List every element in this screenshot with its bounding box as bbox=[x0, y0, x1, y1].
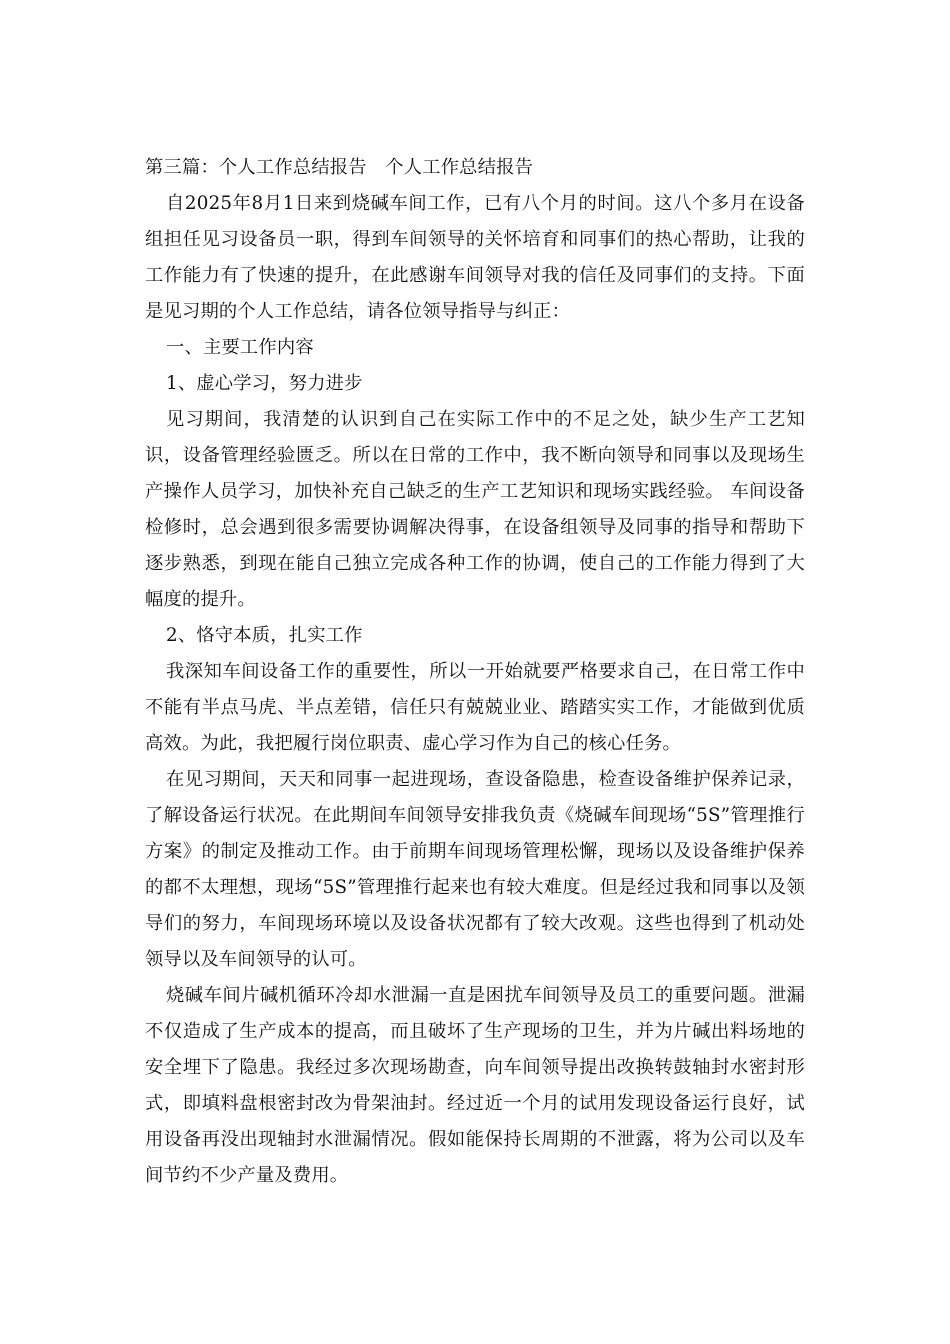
document-body bbox=[145, 150, 805, 1194]
item-heading-diligence: 2、恪守本质，扎实工作 bbox=[166, 625, 363, 646]
item-paragraph-diligence-2: 在见习期间，天天和同事一起进现场，查设备隐患，检查设备维护保养记录，了解设备运行状况。在此期间车间领导安排我负责《烧碱车间现场“5S”管理推行方案》的制定及推动工作。由于前期车间现场管理松懈，现场以及设备维护保养的都不太理想，现场“5S”管理推行起来也有较大难度。但是经过我和同事以及领导们的努力，车间现场环境以及设备状况都有了较大改观。这些也得到了机动处领导以及车间领导的认可。 bbox=[145, 769, 805, 970]
item-paragraph-learning: 见习期间，我清楚的认识到自己在实际工作中的不足之处，缺少生产工艺知识，设备管理经验匮乏。所以在日常的工作中，我不断向领导和同事以及现场生产操作人员学习，加快补充自己缺乏的生产工艺知识和现场实践经验。 车间设备检修时，总会遇到很多需要协调解决得事，在设备组领导及同事的指导和帮助下逐步熟悉，到现在能自己独立完成各种工作的协调，使自己的工作能力得到了大幅度的提升。 bbox=[145, 409, 805, 610]
item-heading-learning: 1、虚心学习，努力进步 bbox=[166, 373, 363, 394]
section-heading-main-work: 一、主要工作内容 bbox=[166, 337, 314, 358]
document-title: 第三篇：个人工作总结报告 个人工作总结报告 bbox=[145, 157, 534, 178]
intro-paragraph: 自2025年8月1日来到烧碱车间工作，已有八个月的时间。这八个多月在设备组担任见习设备员一职，得到车间领导的关怀培育和同事们的热心帮助，让我的工作能力有了快速的提升，在此感谢车间领导对我的信任及同事们的支持。下面是见习期的个人工作总结，请各位领导指导与纠正： bbox=[145, 193, 805, 322]
item-paragraph-diligence-3: 烧碱车间片碱机循环冷却水泄漏一直是困扰车间领导及员工的重要问题。泄漏不仅造成了生产成本的提高，而且破坏了生产现场的卫生，并为片碱出料场地的安全埋下了隐患。我经过多次现场勘查，向车间领导提出改换转鼓轴封水密封形式，即填料盘根密封改为骨架油封。经过近一个月的试用发现设备运行良好，试用设备再没出现轴封水泄漏情况。假如能保持长周期的不泄露，将为公司以及车间节约不少产量及费用。 bbox=[145, 985, 805, 1186]
item-paragraph-diligence-1: 我深知车间设备工作的重要性，所以一开始就要严格要求自己，在日常工作中不能有半点马虎、半点差错，信任只有兢兢业业、踏踏实实工作，才能做到优质高效。为此，我把履行岗位职责、虚心学习作为自己的核心任务。 bbox=[145, 661, 805, 754]
